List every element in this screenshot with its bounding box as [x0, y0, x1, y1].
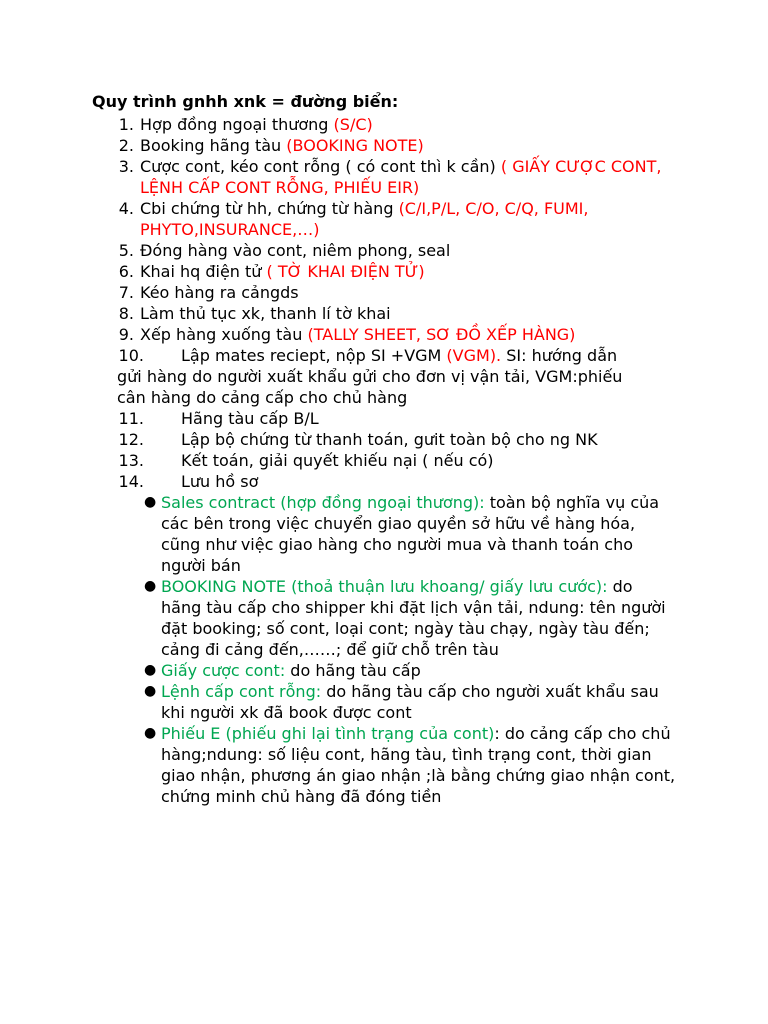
- step-number: 7.: [118, 283, 134, 302]
- step-note: (TALLY SHEET, SƠ ĐỒ XẾP HÀNG): [307, 325, 576, 344]
- step-text: Hợp đồng ngoại thương: [140, 115, 334, 134]
- step-text: Booking hãng tàu: [140, 136, 287, 155]
- bullet-icon: ●: [144, 725, 157, 741]
- step-number: 11.: [118, 409, 144, 428]
- step-text: Lập mates reciept, nộp SI +VGM: [181, 346, 447, 365]
- step-number: 6.: [118, 262, 134, 281]
- step-item: [0, 198, 700, 240]
- step-text: Kéo hàng ra cảngds: [140, 283, 299, 302]
- definition-term: Lệnh cấp cont rỗng:: [161, 682, 327, 701]
- step-note: ( GIẤY CƯỢC CONT, LỆNH CẤP CONT RỖNG, PHIẾU EIR): [140, 157, 662, 197]
- step-number: 3.: [118, 157, 134, 176]
- definition-desc: do hãng tàu cấp cho người xuất khẩu sau khi người xk đã book được cont: [161, 682, 659, 722]
- definition-term: BOOKING NOTE (thoả thuận lưu khoang/ giấy lưu cước):: [161, 577, 613, 596]
- step-item: [0, 408, 700, 429]
- step-text: Làm thủ tục xk, thanh lí tờ khai: [140, 304, 391, 323]
- step-text: Cbi chứng từ hh, chứng từ hàng: [140, 199, 399, 218]
- step-item: [0, 135, 700, 156]
- step-body: [117, 345, 637, 408]
- step-note: (S/C): [333, 115, 373, 134]
- step-item: [0, 450, 700, 471]
- step-item: [0, 345, 700, 408]
- definition-term: Giấy cược cont:: [161, 661, 291, 680]
- step-text: Kết toán, giải quyết khiếu nại ( nếu có): [181, 451, 494, 470]
- step-item: [0, 324, 700, 345]
- step-item: [0, 114, 700, 135]
- step-number: 12.: [118, 430, 144, 449]
- step-number: 9.: [118, 325, 134, 344]
- step-number: 13.: [118, 451, 144, 470]
- document-title: Quy trình gnhh xnk = đường biển:: [92, 92, 399, 111]
- step-number: 4.: [118, 199, 134, 218]
- step-item: [0, 471, 700, 492]
- step-text: Hãng tàu cấp B/L: [181, 409, 319, 428]
- definition-item: [0, 492, 677, 576]
- step-tail: SI: hướng dẫn gửi hàng do người xuất khẩu gửi cho đơn vị vận tải, VGM:phiếu cân hàng do cảng cấp cho chủ hàng: [117, 346, 623, 407]
- definition-item: [0, 660, 677, 681]
- step-number: 5.: [118, 241, 134, 260]
- step-note: (VGM).: [446, 346, 502, 365]
- step-item: [0, 303, 700, 324]
- definition-desc: : do cảng cấp cho chủ hàng;ndung: số liệu cont, hãng tàu, tình trạng cont, thời gian giao nhận, phương án giao nhận ;là bằng chứng giao nhận cont, chứng minh chủ hàng đã đóng tiền: [161, 724, 676, 806]
- definition-desc: toàn bộ nghĩa vụ của các bên trong việc chuyển giao quyền sở hữu về hàng hóa, cũng như việc giao hàng cho người mua và thanh toán cho người bán: [161, 493, 660, 575]
- definition-item: [0, 681, 677, 723]
- step-number: 14.: [118, 472, 144, 491]
- step-item: [0, 282, 700, 303]
- step-text: Lập bộ chứng từ thanh toán, gưit toàn bộ cho ng NK: [181, 430, 598, 449]
- bullet-icon: ●: [144, 494, 157, 510]
- step-text: Lưu hồ sơ: [181, 472, 259, 491]
- definitions-list: [0, 492, 677, 807]
- definition-item: [0, 723, 677, 807]
- bullet-icon: ●: [144, 683, 157, 699]
- step-text: Cược cont, kéo cont rỗng ( có cont thì k cần): [140, 157, 501, 176]
- step-note: (BOOKING NOTE): [286, 136, 424, 155]
- bullet-icon: ●: [144, 578, 157, 594]
- definition-term: Sales contract (hợp đồng ngoại thương):: [161, 493, 490, 512]
- step-number: 1.: [118, 115, 134, 134]
- process-steps-list: [0, 114, 768, 492]
- step-text: Khai hq điện tử: [140, 262, 267, 281]
- step-number: 10.: [118, 346, 144, 365]
- step-note: ( TỜ KHAI ĐIỆN TỬ): [266, 262, 425, 281]
- step-item: [0, 261, 700, 282]
- definition-term: Phiếu E (phiếu ghi lại tình trạng của cont): [161, 724, 495, 743]
- step-text: Xếp hàng xuống tàu: [140, 325, 308, 344]
- step-number: 2.: [118, 136, 134, 155]
- step-item: [0, 429, 700, 450]
- step-item: [0, 240, 700, 261]
- definition-item: [0, 576, 677, 660]
- bullet-icon: ●: [144, 662, 157, 678]
- step-number: 8.: [118, 304, 134, 323]
- definition-desc: do hãng tàu cấp cho shipper khi đặt lịch vận tải, ndung: tên người đặt booking; số cont, loại cont; ngày tàu chạy, ngày tàu đến; cảng đi cảng đến,……; để giữ chỗ trên tàu: [161, 577, 666, 659]
- definition-desc: do hãng tàu cấp: [290, 661, 421, 680]
- step-note: (C/I,P/L, C/O, C/Q, FUMI, PHYTO,INSURANCE,…): [140, 199, 589, 239]
- step-item: [0, 156, 700, 198]
- step-text: Đóng hàng vào cont, niêm phong, seal: [140, 241, 451, 260]
